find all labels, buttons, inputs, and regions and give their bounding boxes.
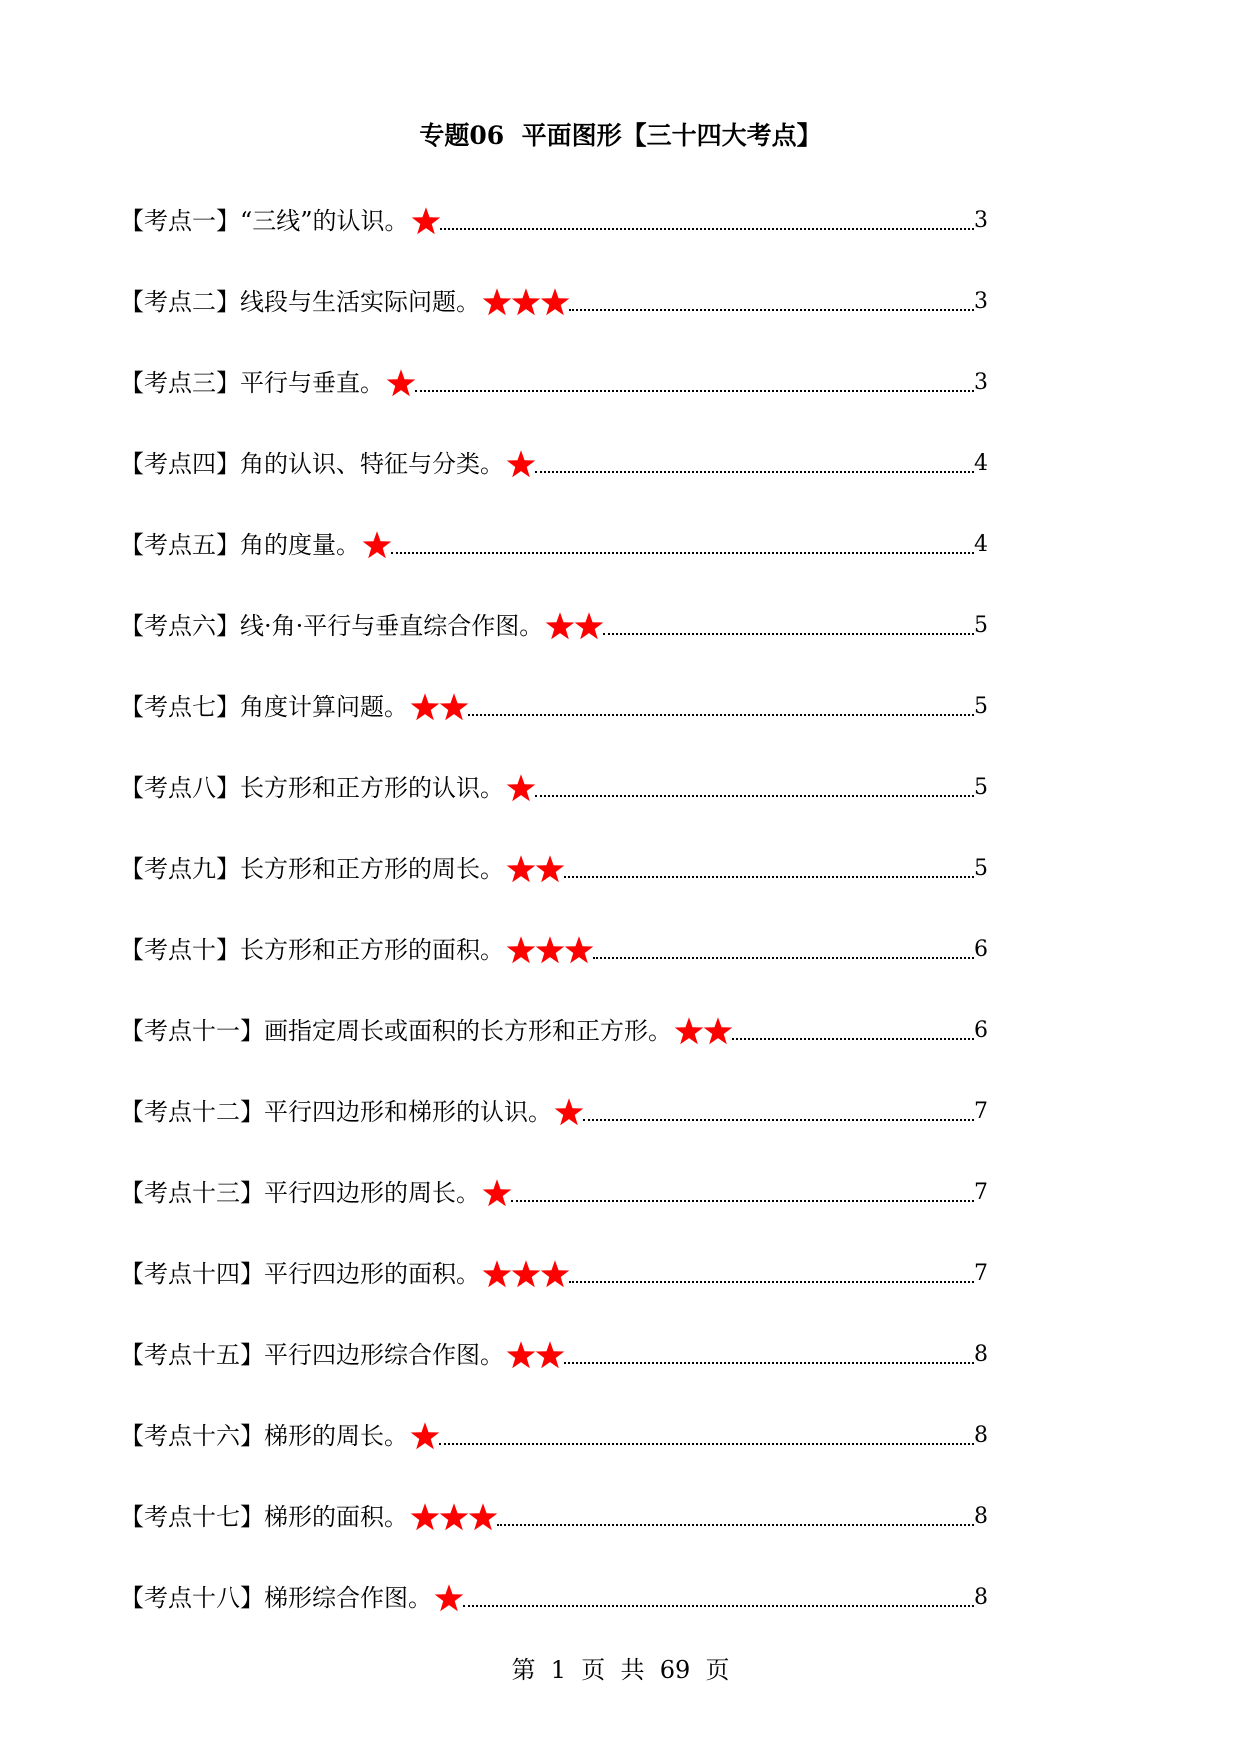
- toc-entry-page-number: 5: [974, 693, 988, 719]
- dot-leader: [535, 768, 974, 808]
- toc-entry[interactable]: [120, 747, 988, 828]
- toc-entry-page-number: 3: [974, 288, 988, 314]
- dot-leader: [440, 201, 974, 241]
- star-icon: [468, 1502, 498, 1532]
- toc-entry-label: 【考点三】平行与垂直。: [120, 368, 384, 397]
- toc-entry-label: 【考点十二】平行四边形和梯形的认识。: [120, 1097, 552, 1126]
- dot-leader: [468, 687, 974, 727]
- difficulty-stars: [506, 1340, 564, 1370]
- toc-entry-page-number: 8: [974, 1341, 988, 1367]
- dot-leader: [569, 1254, 974, 1294]
- star-icon: [482, 1259, 512, 1289]
- toc-entry-label: 【考点十】长方形和正方形的面积。: [120, 935, 504, 964]
- toc-entry[interactable]: [120, 1395, 988, 1476]
- page-title: 专题06 平面图形【三十四大考点】: [419, 121, 822, 150]
- toc-entry-page-number: 8: [974, 1503, 988, 1529]
- toc-entry[interactable]: [120, 1557, 988, 1638]
- difficulty-stars: [410, 692, 468, 722]
- toc-entry-label: 【考点一】“三线”的认识。: [120, 206, 409, 235]
- difficulty-stars: [434, 1583, 463, 1613]
- toc-entry-label: 【考点十八】梯形综合作图。: [120, 1583, 432, 1612]
- toc-entry-label: 【考点七】角度计算问题。: [120, 692, 408, 721]
- dot-leader: [439, 1416, 974, 1456]
- toc-entry[interactable]: [120, 423, 988, 504]
- toc-entry[interactable]: [120, 504, 988, 585]
- star-icon: [506, 773, 536, 803]
- toc-entry-page-number: 4: [974, 531, 988, 557]
- star-icon: [703, 1016, 733, 1046]
- difficulty-stars: [386, 368, 415, 398]
- star-icon: [482, 1178, 512, 1208]
- difficulty-stars: [410, 1421, 439, 1451]
- dot-leader: [569, 282, 974, 322]
- toc-entry-label: 【考点十三】平行四边形的周长。: [120, 1178, 480, 1207]
- toc-entry-page-number: 4: [974, 450, 988, 476]
- difficulty-stars: [411, 206, 440, 236]
- star-icon: [535, 854, 565, 884]
- toc-entry[interactable]: [120, 180, 988, 261]
- star-icon: [362, 530, 392, 560]
- star-icon: [386, 368, 416, 398]
- page-footer: 第 1 页 共 69 页: [511, 1656, 730, 1684]
- toc-entry-page-number: 6: [974, 1017, 988, 1043]
- star-icon: [545, 611, 575, 641]
- difficulty-stars: [506, 773, 535, 803]
- difficulty-stars: [506, 854, 564, 884]
- toc-entry[interactable]: [120, 1233, 988, 1314]
- toc-entry-label: 【考点五】角的度量。: [120, 530, 360, 559]
- toc-entry-page-number: 8: [974, 1422, 988, 1448]
- toc-entry[interactable]: [120, 1476, 988, 1557]
- table-of-contents: [120, 180, 988, 1638]
- star-icon: [674, 1016, 704, 1046]
- dot-leader: [535, 444, 974, 484]
- toc-entry-label: 【考点九】长方形和正方形的周长。: [120, 854, 504, 883]
- toc-entry-label: 【考点十七】梯形的面积。: [120, 1502, 408, 1531]
- toc-entry-label: 【考点十一】画指定周长或面积的长方形和正方形。: [120, 1016, 672, 1045]
- toc-entry-label: 【考点十六】梯形的周长。: [120, 1421, 408, 1450]
- toc-entry-page-number: 3: [974, 207, 988, 233]
- toc-entry-label: 【考点八】长方形和正方形的认识。: [120, 773, 504, 802]
- toc-entry-page-number: 3: [974, 369, 988, 395]
- star-icon: [506, 854, 536, 884]
- toc-entry-page-number: 5: [974, 774, 988, 800]
- star-icon: [410, 1502, 440, 1532]
- dot-leader: [593, 930, 974, 970]
- toc-entry-page-number: 7: [974, 1260, 988, 1286]
- toc-entry[interactable]: [120, 666, 988, 747]
- difficulty-stars: [674, 1016, 732, 1046]
- difficulty-stars: [410, 1502, 497, 1532]
- star-icon: [410, 692, 440, 722]
- dot-leader: [732, 1011, 974, 1051]
- star-icon: [439, 692, 469, 722]
- dot-leader: [564, 1335, 974, 1375]
- toc-entry[interactable]: [120, 909, 988, 990]
- star-icon: [554, 1097, 584, 1127]
- star-icon: [506, 935, 536, 965]
- toc-entry-page-number: 8: [974, 1584, 988, 1610]
- star-icon: [535, 1340, 565, 1370]
- toc-entry[interactable]: [120, 1071, 988, 1152]
- difficulty-stars: [482, 287, 569, 317]
- dot-leader: [603, 606, 974, 646]
- star-icon: [439, 1502, 469, 1532]
- toc-entry-label: 【考点十四】平行四边形的面积。: [120, 1259, 480, 1288]
- toc-entry[interactable]: [120, 990, 988, 1071]
- dot-leader: [391, 525, 974, 565]
- star-icon: [482, 287, 512, 317]
- difficulty-stars: [482, 1259, 569, 1289]
- toc-entry[interactable]: [120, 1152, 988, 1233]
- toc-entry-page-number: 5: [974, 855, 988, 881]
- difficulty-stars: [362, 530, 391, 560]
- star-icon: [511, 1259, 541, 1289]
- star-icon: [535, 935, 565, 965]
- dot-leader: [583, 1092, 974, 1132]
- difficulty-stars: [482, 1178, 511, 1208]
- star-icon: [540, 287, 570, 317]
- star-icon: [434, 1583, 464, 1613]
- star-icon: [410, 1421, 440, 1451]
- toc-entry[interactable]: [120, 1314, 988, 1395]
- toc-entry[interactable]: [120, 585, 988, 666]
- toc-entry[interactable]: [120, 342, 988, 423]
- star-icon: [564, 935, 594, 965]
- dot-leader: [497, 1497, 974, 1537]
- dot-leader: [564, 849, 974, 889]
- star-icon: [506, 449, 536, 479]
- toc-entry-page-number: 5: [974, 612, 988, 638]
- toc-entry-page-number: 7: [974, 1179, 988, 1205]
- toc-entry-page-number: 6: [974, 936, 988, 962]
- star-icon: [574, 611, 604, 641]
- toc-entry-page-number: 7: [974, 1098, 988, 1124]
- dot-leader: [463, 1578, 974, 1618]
- star-icon: [506, 1340, 536, 1370]
- difficulty-stars: [506, 935, 593, 965]
- toc-entry[interactable]: [120, 261, 988, 342]
- toc-entry-label: 【考点十五】平行四边形综合作图。: [120, 1340, 504, 1369]
- star-icon: [411, 206, 441, 236]
- difficulty-stars: [506, 449, 535, 479]
- star-icon: [540, 1259, 570, 1289]
- toc-entry-label: 【考点二】线段与生活实际问题。: [120, 287, 480, 316]
- dot-leader: [511, 1173, 974, 1213]
- toc-entry-label: 【考点六】线·角·平行与垂直综合作图。: [120, 611, 544, 640]
- toc-entry-label: 【考点四】角的认识、特征与分类。: [120, 449, 504, 478]
- toc-entry[interactable]: [120, 828, 988, 909]
- star-icon: [511, 287, 541, 317]
- dot-leader: [415, 363, 974, 403]
- difficulty-stars: [545, 611, 603, 641]
- difficulty-stars: [554, 1097, 583, 1127]
